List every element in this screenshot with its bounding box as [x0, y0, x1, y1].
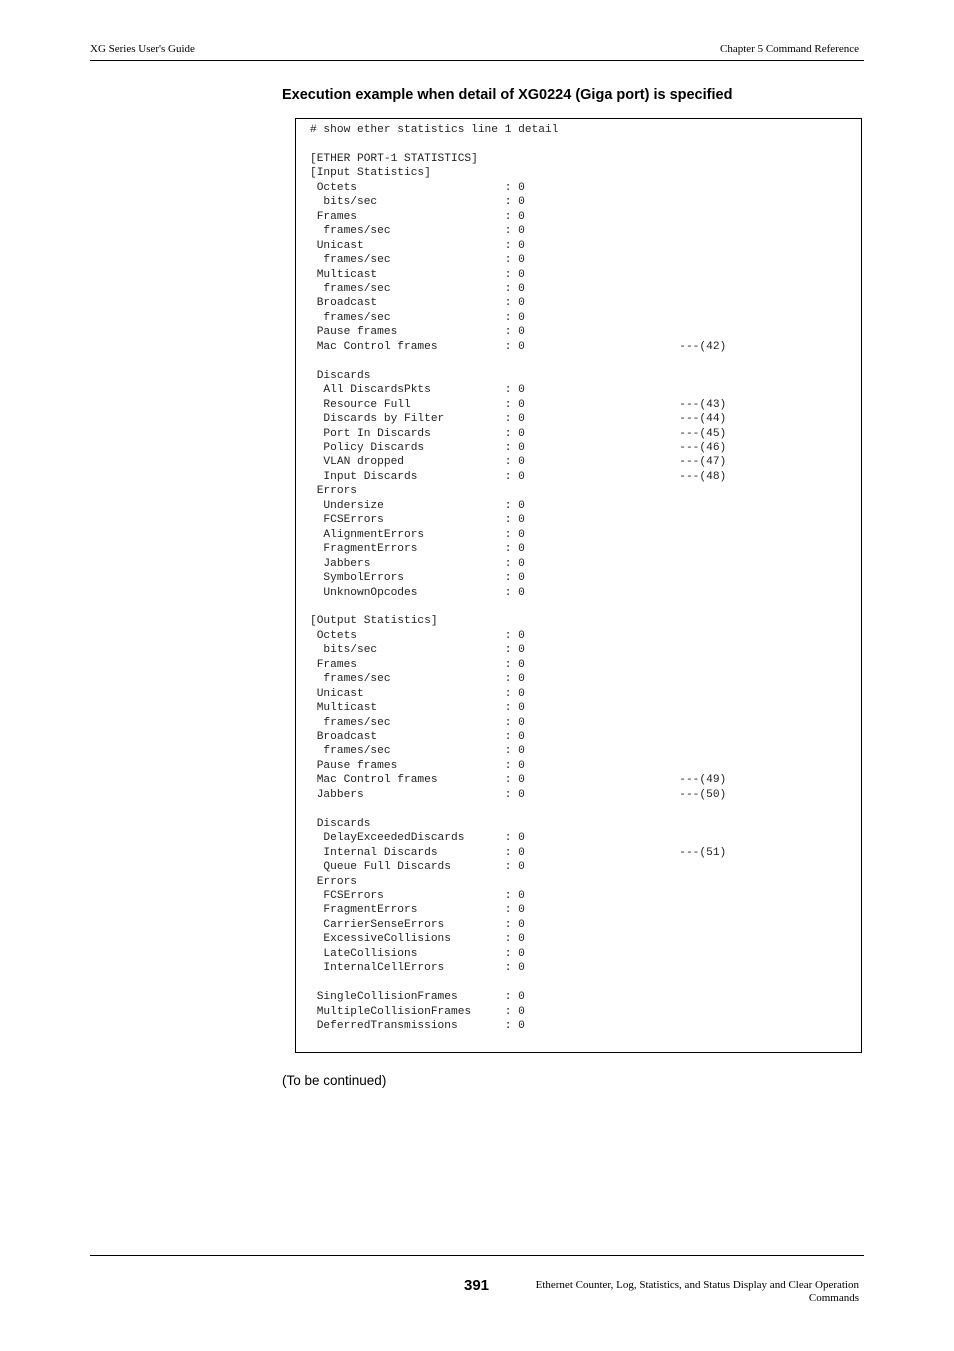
output-line: Jabbers : 0 ---(50)	[310, 788, 727, 801]
output-line: [Output Statistics]	[310, 615, 438, 628]
output-line: frames/sec : 0	[310, 673, 525, 686]
header-guide-title: XG Series User's Guide	[90, 43, 195, 55]
output-line: Broadcast : 0	[310, 297, 525, 310]
output-line: VLAN dropped : 0 ---(47)	[310, 456, 727, 469]
output-line: All DiscardsPkts : 0	[310, 384, 525, 397]
output-line: frames/sec : 0	[310, 254, 525, 267]
output-line: SymbolErrors : 0	[310, 572, 525, 585]
output-line: Discards by Filter : 0 ---(44)	[310, 413, 727, 426]
output-line: # show ether statistics line 1 detail	[310, 124, 559, 136]
output-line: Input Discards : 0 ---(48)	[310, 470, 727, 483]
output-line: [ETHER PORT-1 STATISTICS]	[310, 152, 478, 165]
footer-title-line: Commands	[808, 1292, 859, 1304]
output-line: Policy Discards : 0 ---(46)	[310, 441, 727, 454]
output-line: MultipleCollisionFrames : 0	[310, 1005, 525, 1018]
output-line: Unicast : 0	[310, 687, 525, 700]
output-line: LateCollisions : 0	[310, 947, 525, 960]
output-line: Queue Full Discards : 0	[310, 861, 525, 874]
output-line: frames/sec : 0	[310, 282, 525, 295]
command-output	[310, 123, 726, 1034]
footer-title-line: Ethernet Counter, Log, Statistics, and Status Display and Clear Operation	[535, 1279, 859, 1291]
page-number: 391	[464, 1277, 490, 1294]
section-title: Execution example when detail of XG0224 (Giga port) is specified	[282, 87, 733, 103]
output-line: bits/sec : 0	[310, 196, 525, 209]
output-line: Mac Control frames : 0 ---(49)	[310, 774, 727, 787]
output-line: Frames : 0	[310, 658, 525, 671]
output-line: DeferredTransmissions : 0	[310, 1020, 525, 1033]
output-line: Pause frames : 0	[310, 326, 525, 339]
output-line: Mac Control frames : 0 ---(42)	[310, 340, 727, 353]
output-line: frames/sec : 0	[310, 716, 525, 729]
output-line: frames/sec : 0	[310, 225, 525, 238]
output-line: Discards	[310, 817, 371, 830]
output-line: bits/sec : 0	[310, 644, 525, 657]
output-line: Pause frames : 0	[310, 759, 525, 772]
output-line: CarrierSenseErrors : 0	[310, 918, 525, 931]
output-line: InternalCellErrors : 0	[310, 962, 525, 975]
header-divider	[90, 60, 864, 61]
output-line: FragmentErrors : 0	[310, 543, 525, 556]
output-line: Errors	[310, 485, 357, 498]
footer-divider	[90, 1255, 864, 1256]
output-line: Unicast : 0	[310, 239, 525, 252]
output-line: Internal Discards : 0 ---(51)	[310, 846, 727, 859]
output-line: DelayExceededDiscards : 0	[310, 832, 525, 845]
command-output-box	[295, 118, 862, 1053]
output-line: Resource Full : 0 ---(43)	[310, 398, 727, 411]
output-line: UnknownOpcodes : 0	[310, 586, 525, 599]
output-line: Broadcast : 0	[310, 731, 525, 744]
output-line: frames/sec : 0	[310, 745, 525, 758]
output-line: Discards	[310, 369, 371, 382]
output-line: Octets : 0	[310, 629, 525, 642]
output-line: frames/sec : 0	[310, 311, 525, 324]
output-line: Multicast : 0	[310, 268, 525, 281]
output-line: Undersize : 0	[310, 499, 525, 512]
output-line: FragmentErrors : 0	[310, 904, 525, 917]
output-line: Frames : 0	[310, 210, 525, 223]
output-line: ExcessiveCollisions : 0	[310, 933, 525, 946]
output-line: FCSErrors : 0	[310, 514, 525, 527]
output-line: SingleCollisionFrames : 0	[310, 991, 525, 1004]
output-line: Jabbers : 0	[310, 557, 525, 570]
output-line: Port In Discards : 0 ---(45)	[310, 427, 727, 440]
output-line: Octets : 0	[310, 181, 525, 194]
output-line: [Input Statistics]	[310, 167, 431, 180]
output-line: FCSErrors : 0	[310, 890, 525, 903]
header-chapter-title: Chapter 5 Command Reference	[720, 43, 859, 55]
continued-note: (To be continued)	[282, 1073, 387, 1088]
footer-section-title	[499, 1279, 859, 1305]
output-line: Multicast : 0	[310, 702, 525, 715]
output-line: Errors	[310, 875, 357, 888]
output-line: AlignmentErrors : 0	[310, 528, 525, 541]
